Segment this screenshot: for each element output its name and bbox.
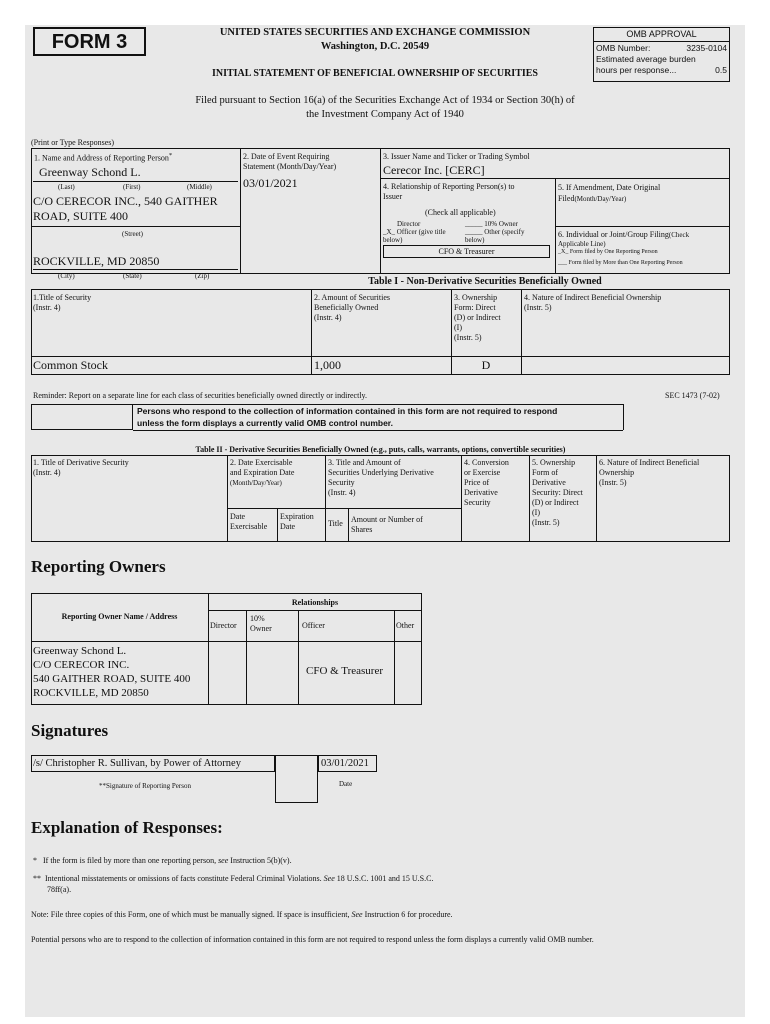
print-note: (Print or Type Responses) bbox=[31, 138, 115, 147]
state-label: (State) bbox=[123, 272, 142, 280]
form-page bbox=[25, 25, 745, 1017]
t2-expiration-date: Expiration Date bbox=[280, 512, 314, 531]
box2-label: 2. Date of Event Requiring Statement (Month/Day/Year) bbox=[243, 152, 337, 171]
t2-title-sub: Title bbox=[328, 519, 343, 528]
omb-number-label: OMB Number: bbox=[596, 43, 651, 53]
note-4: Potential persons who are to respond to the collection of information contained in this form are not required to respond unless the form displays a currently valid OMB number. bbox=[31, 935, 594, 944]
box4-label: 4. Relationship of Reporting Person(s) to Issuer bbox=[383, 182, 515, 201]
officer-option: _X_ Officer (give title below) bbox=[383, 228, 446, 244]
note-1: * If the form is filed by more than one reporting person, see Instruction 5(b)(v). bbox=[33, 856, 292, 865]
note-3: Note: File three copies of this Form, one of which must be manually signed. If space is insufficient, See Instruction 6 for procedure. bbox=[31, 910, 453, 919]
officer-title-box: CFO & Treasurer bbox=[383, 245, 550, 258]
ten-pct-owner-option: _____ 10% Owner bbox=[465, 220, 518, 228]
filing-option-one: _X_ Form filed by One Reporting Person bbox=[558, 249, 658, 255]
statement-title: INITIAL STATEMENT OF BENEFICIAL OWNERSHIP OF SECURITIES bbox=[211, 68, 538, 79]
reporting-person-name: Greenway Schond L. bbox=[39, 165, 141, 179]
t1-col2-header: 2. Amount of Securities Beneficially Owned (Instr. 4) bbox=[314, 293, 390, 322]
signature-label: **Signature of Reporting Person bbox=[99, 782, 191, 790]
ten-pct-header: 10% Owner bbox=[250, 614, 272, 633]
first-label: (First) bbox=[123, 183, 141, 191]
omb-notice-text: Persons who respond to the collection of information contained in this form are not required to respond unless the form displays a currently valid OMB control number. bbox=[137, 406, 558, 428]
officer-header: Officer bbox=[302, 621, 325, 630]
omb-notice-box bbox=[31, 404, 133, 430]
t2-col2-header: 2. Date Exercisable and Expiration Date (Month/Day/Year) bbox=[230, 458, 295, 487]
t2-col4-header: 4. Conversion or Exercise Price of Derivative Security bbox=[464, 458, 509, 507]
signature-date: 03/01/2021 bbox=[321, 758, 369, 769]
t2-date-exercisable: Date Exercisable bbox=[230, 512, 268, 531]
filing-option-more: ___ Form filed by More than One Reporting Person bbox=[558, 260, 683, 266]
check-all-label: (Check all applicable) bbox=[425, 208, 496, 217]
t1-col4-header: 4. Nature of Indirect Beneficial Ownership (Instr. 5) bbox=[524, 293, 662, 312]
t2-col6-header: 6. Nature of Indirect Beneficial Ownership (Instr. 5) bbox=[599, 458, 700, 487]
t1-amount: 1,000 bbox=[314, 358, 341, 372]
last-label: (Last) bbox=[58, 183, 75, 191]
table1-title: Table I - Non-Derivative Securities Beneficially Owned bbox=[368, 276, 602, 287]
agency-name: UNITED STATES SECURITIES AND EXCHANGE COMMISSION bbox=[219, 27, 531, 38]
omb-approval-box bbox=[593, 27, 730, 82]
city-label: (City) bbox=[58, 272, 75, 280]
filed-pursuant-line2: the Investment Company Act of 1940 bbox=[306, 109, 464, 120]
street-line1: C/O CERECOR INC., 540 GAITHER bbox=[33, 194, 218, 208]
signer-name: /s/ Christopher R. Sullivan, by Power of Attorney bbox=[33, 758, 241, 769]
omb-burden-value: 0.5 bbox=[715, 65, 727, 75]
director-header: Director bbox=[210, 621, 237, 630]
issuer-name: Cerecor Inc. [CERC] bbox=[383, 163, 485, 177]
t1-col1-header: 1.Title of Security (Instr. 4) bbox=[33, 293, 92, 312]
t2-col3-header: 3. Title and Amount of Securities Underlying Derivative Security (Instr. 4) bbox=[328, 458, 434, 497]
agency-location: Washington, D.C. 20549 bbox=[320, 41, 430, 52]
reporting-owners-heading: Reporting Owners bbox=[31, 557, 166, 576]
note-2: ** Intentional misstatements or omissions of facts constitute Federal Criminal Violations. See 18 U.S.C. 1001 and 15 U.S.C. 78ff(a). bbox=[33, 874, 434, 894]
middle-label: (Middle) bbox=[187, 183, 212, 191]
t2-amount-sub: Amount or Number of Shares bbox=[351, 515, 423, 534]
explanation-heading: Explanation of Responses: bbox=[31, 818, 223, 837]
street-label: (Street) bbox=[122, 230, 143, 238]
signature-spacer-box bbox=[275, 755, 318, 803]
director-option: Director bbox=[397, 220, 421, 228]
other-header: Other bbox=[396, 621, 415, 630]
omb-number-value: 3235-0104 bbox=[686, 43, 727, 53]
sec-number: SEC 1473 (7-02) bbox=[665, 391, 720, 400]
t1-ownership-form: D bbox=[481, 358, 491, 372]
t2-col1-header: 1. Title of Derivative Security (Instr. 4) bbox=[33, 458, 129, 477]
date-label: Date bbox=[339, 780, 353, 788]
box3-label: 3. Issuer Name and Ticker or Trading Symbol bbox=[383, 152, 530, 161]
other-option: _____ Other (specify below) bbox=[465, 228, 525, 244]
box6-label: 6. Individual or Joint/Group Filing(Check Applicable Line) bbox=[558, 230, 690, 248]
omb-hours-label: hours per response... bbox=[596, 65, 677, 75]
street-line2: ROAD, SUITE 400 bbox=[33, 209, 128, 223]
reminder-text: Reminder: Report on a separate line for each class of securities beneficially owned directly or indirectly. bbox=[33, 391, 368, 400]
form-title: FORM 3 bbox=[33, 27, 146, 56]
owner-name-header: Reporting Owner Name / Address bbox=[61, 612, 178, 621]
owner-address: Greenway Schond L. C/O CERECOR INC. 540 GAITHER ROAD, SUITE 400 ROCKVILLE, MD 20850 bbox=[33, 645, 191, 699]
t2-col5-header: 5. Ownership Form of Derivative Security: Direct (D) or Indirect (I) (Instr. 5) bbox=[532, 458, 583, 527]
city-state-zip: ROCKVILLE, MD 20850 bbox=[33, 254, 160, 268]
event-date: 03/01/2021 bbox=[243, 176, 298, 190]
zip-label: (Zip) bbox=[195, 272, 210, 280]
relationships-header: Relationships bbox=[291, 598, 339, 607]
table2-title: Table II - Derivative Securities Beneficially Owned (e.g., puts, calls, warrants, options, convertible securities) bbox=[195, 445, 566, 454]
t1-col3-header: 3. Ownership Form: Direct (D) or Indirect (I) (Instr. 5) bbox=[454, 293, 501, 342]
box1-label: 1. Name and Address of Reporting Person* bbox=[34, 152, 173, 163]
omb-title: OMB APPROVAL bbox=[594, 28, 729, 42]
signatures-heading: Signatures bbox=[31, 721, 109, 740]
t1-security: Common Stock bbox=[33, 358, 109, 372]
box5-label: 5. If Amendment, Date Original Filed(Month/Day/Year) bbox=[558, 183, 661, 203]
owner-officer-title: CFO & Treasurer bbox=[306, 665, 384, 677]
filed-pursuant-line1: Filed pursuant to Section 16(a) of the Securities Exchange Act of 1934 or Section 30(h) of bbox=[195, 95, 575, 106]
omb-burden-label: Estimated average burden bbox=[596, 54, 696, 64]
